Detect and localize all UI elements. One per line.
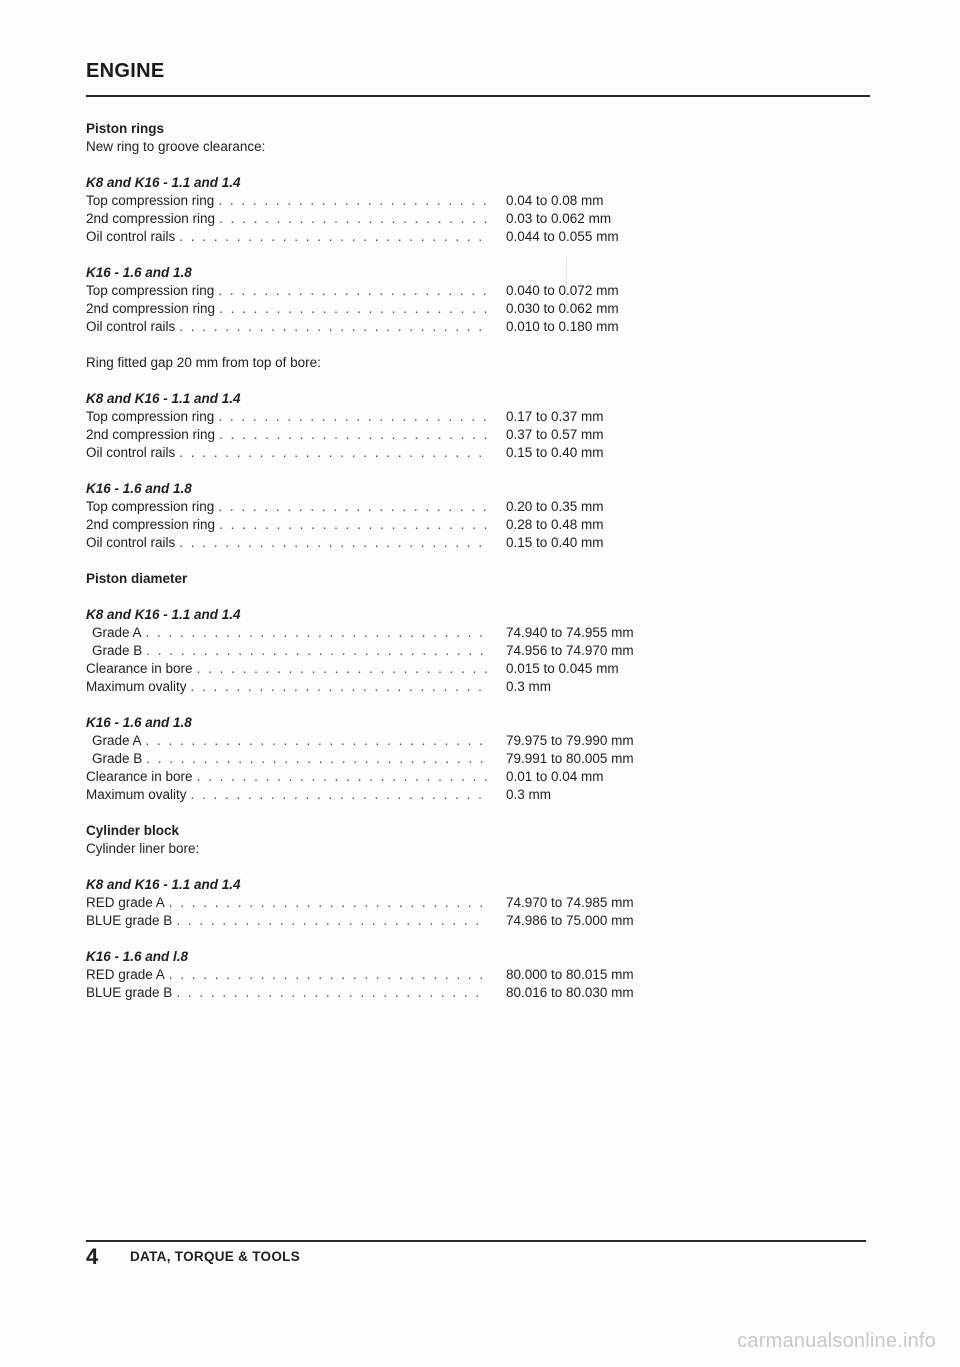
spec-list-groove-k16 <box>86 282 646 336</box>
spec-row <box>86 516 646 534</box>
dot-leader <box>146 624 488 642</box>
spec-label: Oil control rails <box>86 535 176 550</box>
dot-leader <box>219 210 488 228</box>
section-title-piston-rings: Piston rings <box>86 121 165 136</box>
spec-value: 0.044 to 0.055 mm <box>506 229 619 244</box>
groove-intro: New ring to groove clearance: <box>86 139 266 154</box>
spec-label: Maximum ovality <box>86 787 187 802</box>
spec-label: Grade B <box>92 751 143 766</box>
dot-leader <box>218 498 488 516</box>
subheading-diameter-k16: K16 - 1.6 and 1.8 <box>86 715 192 730</box>
spec-list-gap-k8 <box>86 408 646 462</box>
spec-row <box>86 318 646 336</box>
spec-row <box>86 894 646 912</box>
dot-leader <box>191 786 488 804</box>
spec-label: Clearance in bore <box>86 661 193 676</box>
dot-leader <box>146 750 488 768</box>
spec-content <box>86 120 646 1002</box>
spec-list-diameter-k16 <box>86 732 646 804</box>
spec-value: 0.15 to 0.40 mm <box>506 535 604 550</box>
watermark: carmanualsonline.info <box>737 1330 936 1352</box>
spec-label: Top compression ring <box>86 499 215 514</box>
spec-value: 0.01 to 0.04 mm <box>506 769 604 784</box>
spec-value: 0.040 to 0.072 mm <box>506 283 619 298</box>
spec-label: Maximum ovality <box>86 679 187 694</box>
spec-row <box>86 678 646 696</box>
dot-leader <box>176 912 488 930</box>
spec-value: 0.20 to 0.35 mm <box>506 499 604 514</box>
spec-label: Oil control rails <box>86 229 176 244</box>
dot-leader <box>179 534 488 552</box>
dot-leader <box>219 516 488 534</box>
spec-value: 74.986 to 75.000 mm <box>506 913 634 928</box>
subheading-groove-k8: K8 and K16 - 1.1 and 1.4 <box>86 175 241 190</box>
spec-row <box>86 642 646 660</box>
dot-leader <box>197 660 488 678</box>
spec-row <box>86 444 646 462</box>
spec-row <box>86 732 646 750</box>
spec-label: 2nd compression ring <box>86 301 216 316</box>
spec-row <box>86 750 646 768</box>
spec-value: 74.940 to 74.955 mm <box>506 625 634 640</box>
spec-value: 74.970 to 74.985 mm <box>506 895 634 910</box>
spec-row <box>86 768 646 786</box>
subheading-diameter-k8: K8 and K16 - 1.1 and 1.4 <box>86 607 241 622</box>
dot-leader <box>146 732 488 750</box>
spec-label: BLUE grade B <box>86 913 173 928</box>
spec-list-cylinder-k8 <box>86 894 646 930</box>
spec-value: 80.000 to 80.015 mm <box>506 967 634 982</box>
spec-row <box>86 534 646 552</box>
spec-row <box>86 228 646 246</box>
spec-label: 2nd compression ring <box>86 427 216 442</box>
dot-leader <box>179 228 488 246</box>
subheading-gap-k16: K16 - 1.6 and 1.8 <box>86 481 192 496</box>
spec-value: 74.956 to 74.970 mm <box>506 643 634 658</box>
page-number: 4 <box>86 1244 99 1269</box>
spec-row <box>86 966 646 984</box>
dot-leader <box>219 426 488 444</box>
spec-value: 0.37 to 0.57 mm <box>506 427 604 442</box>
spec-row <box>86 426 646 444</box>
spec-value: 0.015 to 0.045 mm <box>506 661 619 676</box>
dot-leader <box>179 444 488 462</box>
spec-label: RED grade A <box>86 895 165 910</box>
spec-value: 80.016 to 80.030 mm <box>506 985 634 1000</box>
spec-row <box>86 984 646 1002</box>
spec-label: Oil control rails <box>86 445 176 460</box>
spec-label: Top compression ring <box>86 409 215 424</box>
spec-label: Oil control rails <box>86 319 176 334</box>
page-title: ENGINE <box>86 60 165 82</box>
spec-label: BLUE grade B <box>86 985 173 1000</box>
spec-label: Top compression ring <box>86 283 215 298</box>
dot-leader <box>197 768 488 786</box>
dot-leader <box>169 894 488 912</box>
spec-value: 0.17 to 0.37 mm <box>506 409 604 424</box>
spec-row <box>86 300 646 318</box>
spec-row <box>86 660 646 678</box>
spec-value: 79.975 to 79.990 mm <box>506 733 634 748</box>
spec-list-gap-k16 <box>86 498 646 552</box>
dot-leader <box>191 678 488 696</box>
spec-list-diameter-k8 <box>86 624 646 696</box>
section-title-cylinder-block: Cylinder block <box>86 823 180 838</box>
spec-value: 0.3 mm <box>506 679 552 694</box>
spec-value: 0.030 to 0.062 mm <box>506 301 619 316</box>
spec-row <box>86 498 646 516</box>
dot-leader <box>219 300 488 318</box>
dot-leader <box>146 642 488 660</box>
spec-label: Top compression ring <box>86 193 215 208</box>
spec-label: Grade A <box>92 733 142 748</box>
spec-value: 0.3 mm <box>506 787 552 802</box>
spec-value: 0.03 to 0.062 mm <box>506 211 612 226</box>
spec-label: Clearance in bore <box>86 769 193 784</box>
spec-row <box>86 786 646 804</box>
dot-leader <box>169 966 488 984</box>
subheading-cylinder-k16: K16 - 1.6 and l.8 <box>86 949 189 964</box>
spec-value: 0.28 to 0.48 mm <box>506 517 604 532</box>
cylinder-intro: Cylinder liner bore: <box>86 841 200 856</box>
spec-row <box>86 912 646 930</box>
footer-rule <box>86 1240 866 1242</box>
dot-leader <box>218 282 488 300</box>
subheading-groove-k16: K16 - 1.6 and 1.8 <box>86 265 192 280</box>
spec-value: 0.010 to 0.180 mm <box>506 319 619 334</box>
dot-leader <box>176 984 488 1002</box>
spec-row <box>86 210 646 228</box>
spec-value: 0.04 to 0.08 mm <box>506 193 604 208</box>
dot-leader <box>218 408 488 426</box>
subheading-gap-k8: K8 and K16 - 1.1 and 1.4 <box>86 391 241 406</box>
spec-row <box>86 624 646 642</box>
spec-label: 2nd compression ring <box>86 211 216 226</box>
footer-section-title: DATA, TORQUE & TOOLS <box>130 1249 301 1264</box>
gap-intro: Ring fitted gap 20 mm from top of bore: <box>86 355 321 370</box>
spec-label: 2nd compression ring <box>86 517 216 532</box>
spec-list-groove-k8 <box>86 192 646 246</box>
header-rule <box>86 95 870 97</box>
spec-label: Grade A <box>92 625 142 640</box>
spec-label: Grade B <box>92 643 143 658</box>
subheading-cylinder-k8: K8 and K16 - 1.1 and 1.4 <box>86 877 241 892</box>
spec-value: 0.15 to 0.40 mm <box>506 445 604 460</box>
spec-row <box>86 192 646 210</box>
dot-leader <box>179 318 488 336</box>
spec-row <box>86 282 646 300</box>
spec-row <box>86 408 646 426</box>
dot-leader <box>218 192 488 210</box>
spec-label: RED grade A <box>86 967 165 982</box>
spec-value: 79.991 to 80.005 mm <box>506 751 634 766</box>
spec-list-cylinder-k16 <box>86 966 646 1002</box>
section-title-piston-diameter: Piston diameter <box>86 571 188 586</box>
